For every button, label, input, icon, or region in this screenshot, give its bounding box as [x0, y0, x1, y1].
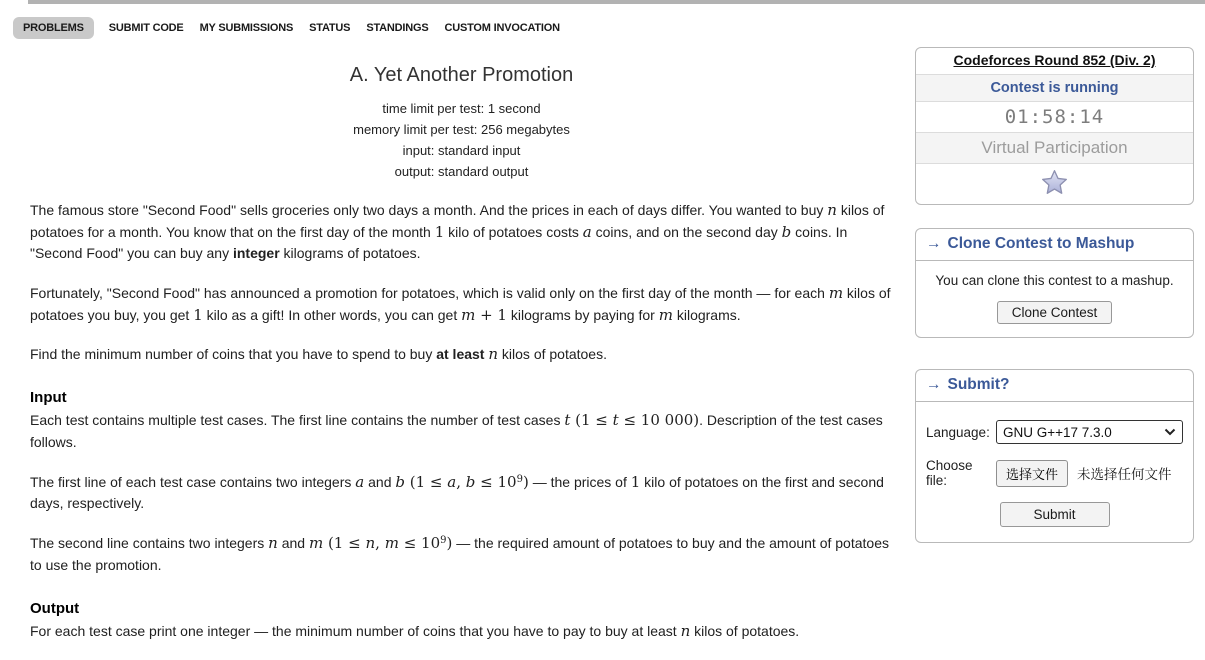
tab-submit-code[interactable]: SUBMIT CODE [108, 22, 184, 34]
submit-caption[interactable] [916, 370, 1193, 402]
language-select-wrap [996, 420, 1183, 444]
participation-mode: Virtual Participation [916, 133, 1193, 164]
tab-status[interactable]: STATUS [309, 22, 351, 34]
tab-my-submissions[interactable]: MY SUBMISSIONS [199, 22, 294, 34]
tab-custom-invocation[interactable]: CUSTOM INVOCATION [444, 22, 560, 34]
submit-box [915, 369, 1194, 543]
statement-paragraph: Fortunately, "Second Food" has announced a promotion for potatoes, which is valid only on the first day of the month — for each m kilos of potatoes you buy, you get 1 kilo as a gift! In other words, you can get m + 1 kilograms by paying for m kilograms. [30, 284, 891, 324]
language-label: Language: [926, 424, 990, 440]
contest-status: Contest is running [916, 75, 1193, 102]
tab-problems[interactable]: PROBLEMS [13, 17, 94, 39]
statement-paragraph: The famous store "Second Food" sells groceries only two days a month. And the prices in each of days differ. You wanted to buy n kilos of potatoes for a month. You know that on the first day of the month 1 kilo of potatoes costs a coins, and on the second day b coins. In "Second Food" you can buy any integer kilograms of potatoes. [30, 201, 885, 262]
input-paragraph: The second line contains two integers n and m (1 ≤ n, $m \le 10^9$) — the required amount of potatoes to buy and the amount of potatoes to use the promotion. [30, 534, 889, 573]
clone-contest-box [915, 228, 1194, 338]
memory-limit: memory limit per test: 256 megabytes [353, 122, 570, 137]
clone-contest-caption[interactable] [916, 229, 1193, 261]
choose-file-label: Choose file: [926, 458, 973, 488]
input-paragraph: Each test contains multiple test cases. The first line contains the number of test cases t (1 ≤ t ≤ 10 000). Description of the test cases follows. [30, 411, 883, 451]
output-paragraph: For each test case print one integer — the minimum number of coins that you have to pay to buy at least n kilos of potatoes. [30, 621, 800, 640]
favorite-row [916, 164, 1193, 204]
arrow-icon: → [926, 376, 942, 393]
submit-caption-label: Submit? [947, 376, 1010, 393]
language-select[interactable] [996, 420, 1183, 444]
clone-contest-button[interactable]: Clone Contest [997, 301, 1113, 324]
input-paragraph: The first line of each test case contains two integers a and b (1 ≤ a, $b \le 10^9$) — the prices of 1 kilo of potatoes on the first and second days, respectively. [30, 472, 884, 512]
clone-caption-label: Clone Contest to Mashup [947, 235, 1135, 252]
input-spec: input: standard input [402, 143, 521, 158]
contest-info-box [915, 47, 1194, 205]
clone-description: You can clone this contest to a mashup. [935, 273, 1174, 288]
choose-file-button[interactable]: 选择文件 [996, 460, 1068, 487]
file-status-text: 未选择任何文件 [1077, 467, 1172, 482]
statement-paragraph: Find the minimum number of coins that you have to spend to buy at least n kilos of potatoes. [30, 345, 607, 364]
contest-title-link[interactable]: Codeforces Round 852 (Div. 2) [953, 52, 1156, 68]
submit-button[interactable]: Submit [1000, 502, 1110, 527]
tab-standings[interactable]: STANDINGS [366, 22, 429, 34]
contest-timer: 01:58:14 [916, 102, 1193, 133]
star-icon[interactable] [1041, 169, 1068, 195]
input-section-title: Input [30, 389, 67, 407]
arrow-icon: → [926, 235, 942, 252]
problem-statement [30, 64, 893, 660]
contest-title-row [916, 48, 1193, 75]
time-limit: time limit per test: 1 second [382, 101, 541, 116]
output-spec: output: standard output [394, 164, 529, 179]
sidebar [915, 47, 1194, 543]
top-divider [28, 0, 1205, 4]
problem-title: A. Yet Another Promotion [349, 64, 574, 86]
output-section-title: Output [30, 599, 80, 617]
contest-tabbar [14, 22, 560, 34]
